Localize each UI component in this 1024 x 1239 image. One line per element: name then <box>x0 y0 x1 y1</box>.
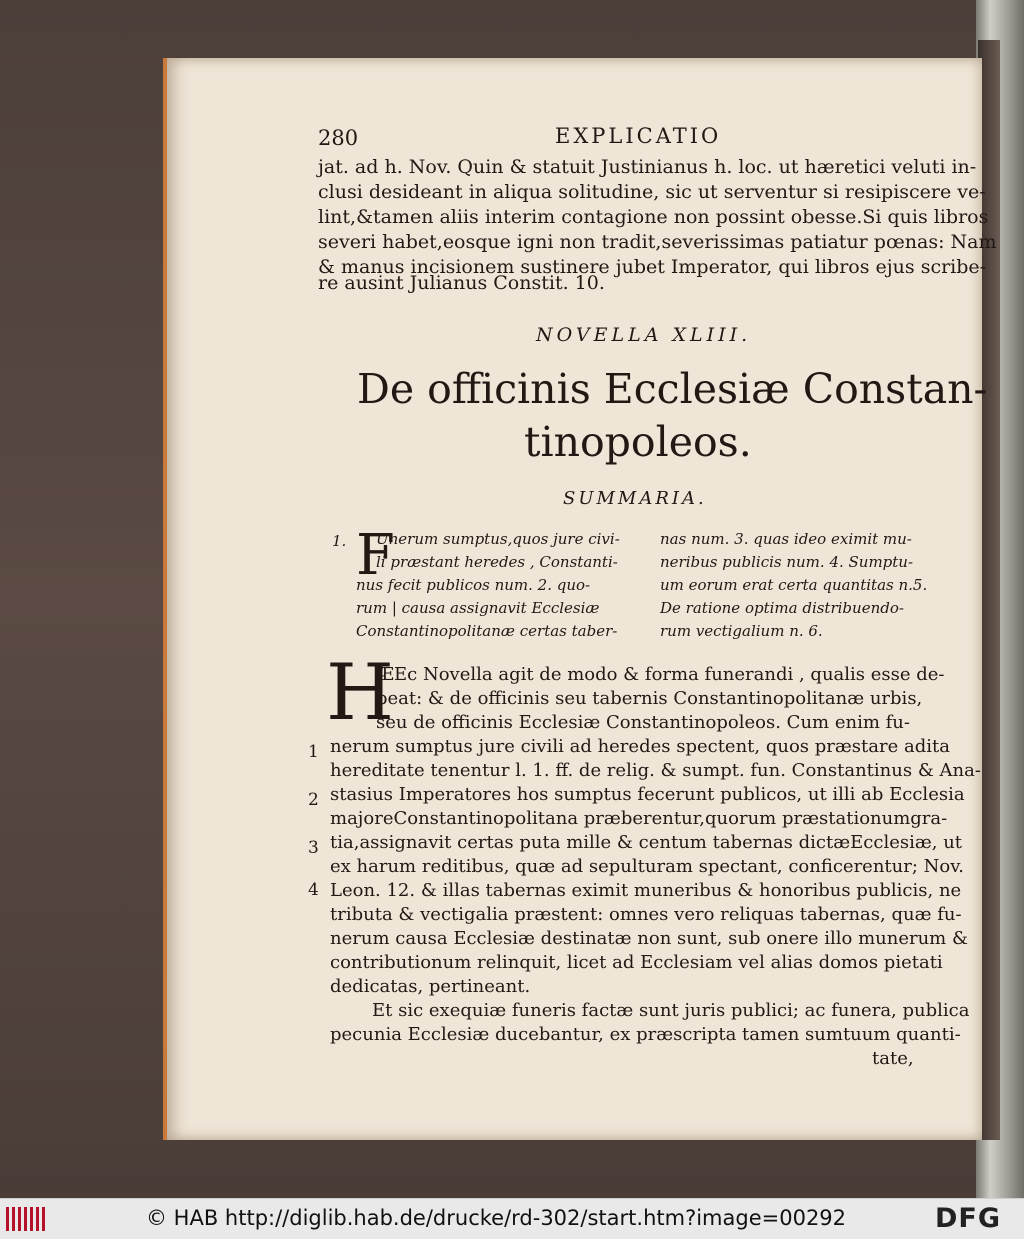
body-line: tia,assignavit certas puta mille & centum tabernas dictæEcclesiæ, ut <box>330 832 963 853</box>
body-line: Leon. 12. & illas tabernas eximit muneribus & honoribus publicis, ne <box>330 880 962 901</box>
summaria-heading: SUMMARIA. <box>563 488 707 509</box>
summaria-left-line: nus fecit publicos num. 2. quo- <box>356 576 591 594</box>
chapter-title-line2: tinopoleos. <box>524 418 752 466</box>
body-line: majoreConstantinopolitana præberentur,quorum præstationumgra- <box>330 808 948 829</box>
summaria-right-line: um eorum erat certa quantitas n.5. <box>660 576 928 594</box>
body-line: stasius Imperatores hos sumptus fecerunt publicos, ut illi ab Ecclesia <box>330 784 965 805</box>
summaria-dropcap: F <box>356 523 395 588</box>
intro-line: lint,&tamen aliis interim contagione non possint obesse.Si quis libros <box>318 206 989 228</box>
page-number: 280 <box>318 126 359 150</box>
body-line: contributionum relinquit, licet ad Ecclesiam vel alias domos pietati <box>330 952 943 973</box>
hab-barcode-logo-icon <box>6 1207 48 1231</box>
body-line: seu de officinis Ecclesiæ Constantinopoleos. Cum enim fu- <box>376 712 910 733</box>
dfg-logo: DFG <box>935 1203 1002 1234</box>
margin-note-number: 1 <box>308 742 319 762</box>
intro-line: clusi desideant in aliqua solitudine, sic ut serventur si resipiscere ve- <box>318 181 986 203</box>
body-line: dedicatas, pertineant. <box>330 976 531 997</box>
body-line: Et sic exequiæ funeris factæ sunt juris publici; ac funera, publica <box>372 1000 970 1021</box>
summaria-left-line: Unerum sumptus,quos jure civi- <box>376 530 620 548</box>
margin-note-number: 2 <box>308 790 319 810</box>
novella-heading: NOVELLA XLIII. <box>536 324 752 346</box>
body-line: ex harum reditibus, quæ ad sepulturam spectant, conficerentur; Nov. <box>330 856 964 877</box>
summaria-right-line: De ratione optima distribuendo- <box>660 599 904 617</box>
intro-line: re ausint Julianus Constit. 10. <box>318 272 605 294</box>
source-url[interactable]: © HAB http://diglib.hab.de/drucke/rd-302/start.htm?image=00292 <box>146 1206 847 1230</box>
intro-line: & manus incisionem sustinere jubet Imperator, qui libros ejus scribe- <box>318 256 987 278</box>
body-line: ÆEc Novella agit de modo & forma funerandi , qualis esse de- <box>376 664 945 685</box>
summaria-right-line: rum vectigalium n. 6. <box>660 622 823 640</box>
margin-note-number: 3 <box>308 838 319 858</box>
summaria-right-line: nas num. 3. quas ideo eximit mu- <box>660 530 912 548</box>
intro-line: jat. ad h. Nov. Quin & statuit Justinianus h. loc. ut hæretici veluti in- <box>318 156 977 178</box>
chapter-title-line1: De officinis Ecclesiæ Constan- <box>357 365 988 413</box>
body-line: hereditate tenentur l. 1. ff. de relig. & sumpt. fun. Constantinus & Ana- <box>330 760 981 781</box>
body-line: beat: & de officinis seu tabernis Constantinopolitanæ urbis, <box>376 688 923 709</box>
viewer-footer <box>0 1198 1024 1239</box>
summaria-left-line: Constantinopolitanæ certas taber- <box>356 622 618 640</box>
intro-line: severi habet,eosque igni non tradit,severissimas patiatur pœnas: Nam <box>318 231 997 253</box>
body-line: nerum causa Ecclesiæ destinatæ non sunt, sub onere illo munerum & <box>330 928 968 949</box>
summaria-left-line: rum | causa assignavit Ecclesiæ <box>356 599 600 617</box>
summaria-right-line: neribus publicis num. 4. Sumptu- <box>660 553 914 571</box>
margin-note-number: 4 <box>308 880 319 900</box>
body-dropcap: H <box>326 648 395 738</box>
summaria-item-number: 1. <box>332 532 347 550</box>
running-title: EXPLICATIO <box>555 124 722 148</box>
summaria-left-line: li præstant heredes , Constanti- <box>376 553 618 571</box>
body-line: tributa & vectigalia præstent: omnes vero reliquas tabernas, quæ fu- <box>330 904 962 925</box>
body-line: pecunia Ecclesiæ ducebantur, ex præscripta tamen sumtuum quanti- <box>330 1024 961 1045</box>
body-line: nerum sumptus jure civili ad heredes spectent, quos præstare adita <box>330 736 950 757</box>
body-line: tate, <box>872 1048 914 1069</box>
